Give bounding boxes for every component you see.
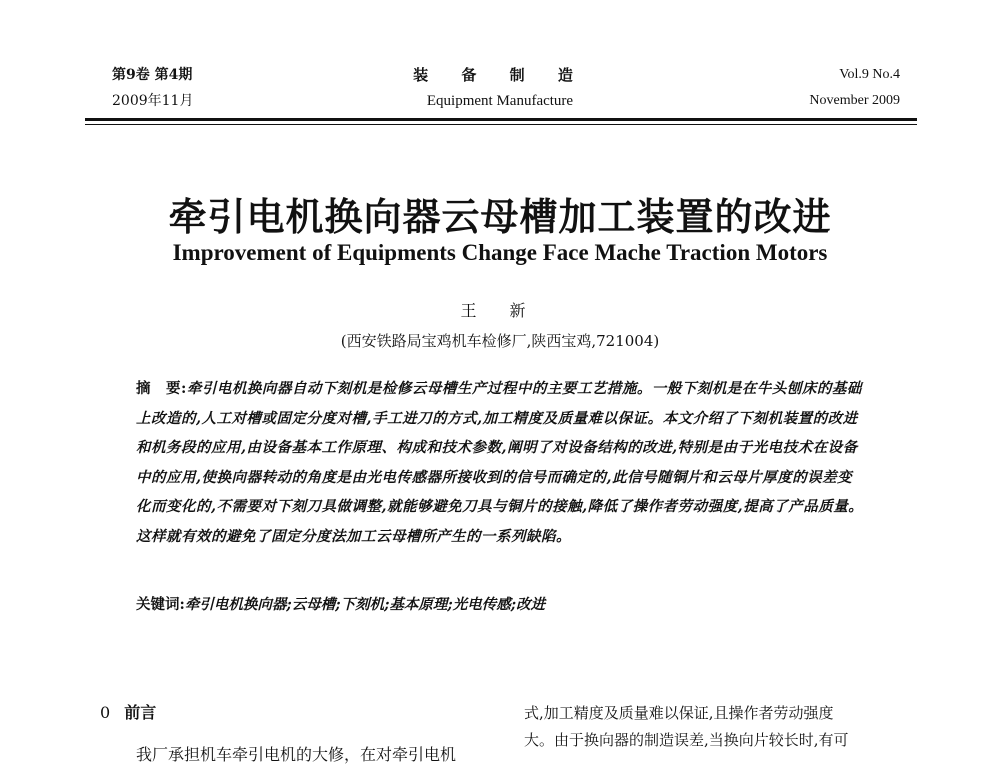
- body-text-left: 我厂承担机车牵引电机的大修，在对牵引电机: [136, 745, 457, 764]
- body-right-line: 大。由于换向器的制造误差,当换向片较长时,有可: [524, 731, 849, 749]
- abstract-label: 摘 要:: [136, 380, 187, 397]
- article-title-en: Improvement of Equipments Change Face Mache Traction Motors: [172, 240, 828, 265]
- abstract-text: 牵引电机换向器自动下刻机是检修云母槽生产过程中的主要工艺措施。一般下刻机是在牛头刨床的基础上改造的,人工对槽或固定分度对槽,手工进刀的方式,加工精度及质量难以保证。本文介绍了下刻机装置的改进和机务段的应用,由设备基本工作原理、构成和技术参数,阐明了对设备结构的改进,特别是由于光电技术在设备中的应用,使换向器转动的角度是由光电传感器所接收到的信号而确定的,此信号随铜片和云母片厚度的误差变化而变化的,不需要对下刻刀具做调整,就能够避免刀具与铜片的接触,降低了操作者劳动强度,提高了产品质量。这样就有效的避免了固定分度法加工云母槽所产生的一系列缺陷。: [136, 380, 864, 545]
- section-title: 前言: [124, 703, 157, 722]
- article-title-cn: 牵引电机换向器云母槽加工装置的改进: [168, 195, 832, 239]
- publication-date-cn: 2009年11月: [112, 93, 194, 109]
- section-heading: [100, 700, 156, 723]
- publication-date-en: November 2009: [809, 93, 900, 108]
- journal-name-cn: 装 备 制 造: [413, 66, 587, 84]
- author-name: 王 新: [460, 301, 540, 320]
- keywords-label: 关键词:: [136, 596, 185, 613]
- body-right-line: 式,加工精度及质量难以保证,且操作者劳动强度: [524, 704, 834, 722]
- header-rule-thick: [85, 118, 917, 121]
- journal-issue-info-en: [809, 62, 900, 114]
- volume-issue-en: Vol.9 No.4: [839, 67, 900, 82]
- keywords: [136, 593, 866, 614]
- journal-name-en: Equipment Manufacture: [426, 93, 574, 109]
- author-affiliation: (西安铁路局宝鸡机车检修厂,陕西宝鸡,721004): [340, 332, 660, 350]
- body-text-right: [524, 700, 924, 754]
- volume-issue-cn: 第9卷 第4期: [112, 67, 193, 83]
- header-rule-thin: [85, 124, 917, 125]
- section-number: 0: [100, 703, 111, 722]
- abstract: [136, 374, 866, 551]
- keywords-text: 牵引电机换向器;云母槽;下刻机;基本原理;光电传感;改进: [184, 596, 546, 613]
